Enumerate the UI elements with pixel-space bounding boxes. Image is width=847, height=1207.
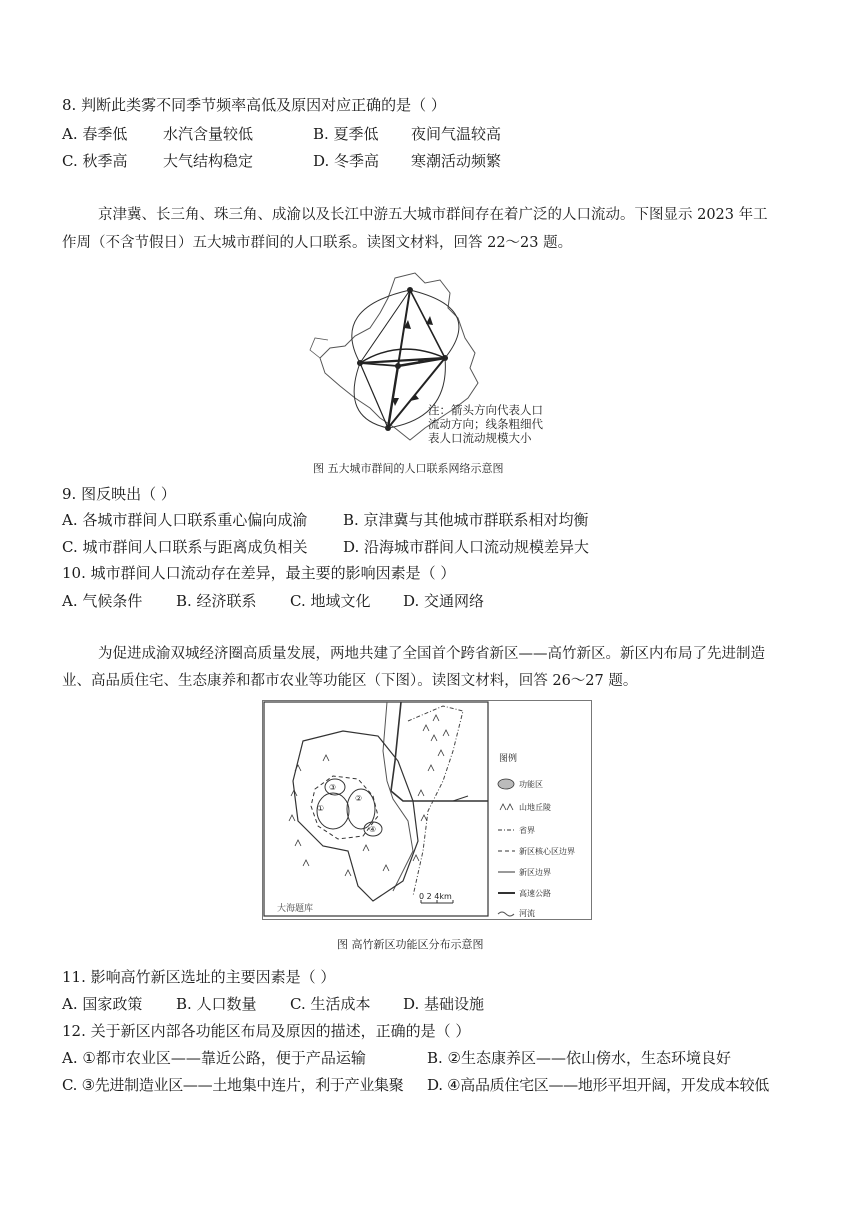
q8-option-d-reason: 寒潮活动频繁: [411, 152, 502, 170]
q11-option-d: D. 基础设施: [403, 995, 485, 1013]
q9-option-c: C. 城市群间人口联系与距离成负相关: [62, 538, 308, 556]
q11-option-c: C. 生活成本: [290, 995, 371, 1013]
legend-river: 河流: [519, 909, 535, 918]
q10-stem: 10. 城市群间人口流动存在差异，最主要的影响因素是（ ）: [62, 564, 456, 582]
q9-stem: 9. 图反映出（ ）: [62, 485, 176, 503]
q8-option-c-reason: 大气结构稳定: [163, 152, 254, 170]
q12-stem: 12. 关于新区内部各功能区布局及原因的描述，正确的是（ ）: [62, 1022, 471, 1040]
q12-option-a: A. ①都市农业区——靠近公路，便于产品运输: [62, 1049, 366, 1067]
gaozhu-map: [263, 701, 591, 919]
q8-option-b-reason: 夜间气温较高: [411, 125, 502, 143]
scale-label: 0 2 4km: [419, 892, 452, 901]
legend-province-border: 省界: [519, 826, 535, 835]
figure2-caption: 图 高竹新区功能区分布示意图: [337, 938, 484, 951]
q12-option-c: C. ③先进制造业区——土地集中连片，利于产业集聚: [62, 1076, 404, 1094]
figure1-note-line3: 表人口流动规模大小: [428, 431, 532, 445]
figure1-note-line2: 流动方向；线条粗细代: [428, 417, 543, 431]
q9-option-a: A. 各城市群间人口联系重心偏向成渝: [62, 511, 308, 529]
q12-option-b: B. ②生态康养区——依山傍水，生态环境良好: [427, 1049, 732, 1067]
zone-1-marker: ①: [317, 804, 325, 813]
gaozhu-map-figure: [262, 700, 592, 920]
q11-stem: 11. 影响高竹新区选址的主要因素是（ ）: [62, 968, 336, 986]
q10-option-a: A. 气候条件: [62, 592, 143, 610]
q10-option-d: D. 交通网络: [403, 592, 485, 610]
q9-option-d: D. 沿海城市群间人口流动规模差异大: [343, 538, 590, 556]
q8-option-c-label: C. 秋季高: [62, 152, 128, 170]
figure1-note-line1: 注：箭头方向代表人口: [428, 403, 543, 417]
q9-option-b: B. 京津冀与其他城市群联系相对均衡: [343, 511, 589, 529]
q10-option-c: C. 地域文化: [290, 592, 371, 610]
legend-hills: 山地丘陵: [519, 803, 551, 812]
legend-core-boundary: 新区核心区边界: [519, 847, 575, 856]
q11-option-a: A. 国家政策: [62, 995, 143, 1013]
passage1-line1: 京津冀、长三角、珠三角、成渝以及长江中游五大城市群间存在着广泛的人口流动。下图显示 2023 年工: [98, 207, 768, 223]
zone-3-marker: ③: [329, 783, 337, 792]
zone-2-marker: ②: [355, 794, 363, 803]
passage2-line2: 业、高品质住宅、生态康养和都市农业等功能区（下图）。读图文材料，回答 26～27 题。: [62, 673, 638, 689]
q8-option-b-label: B. 夏季低: [313, 125, 379, 143]
q8-option-a-label: A. 春季低: [62, 125, 128, 143]
legend-highway: 高速公路: [519, 889, 551, 898]
watermark-text: 大海题库: [277, 904, 314, 914]
q8-option-a-reason: 水汽含量较低: [163, 125, 254, 143]
figure1-caption: 图 五大城市群间的人口联系网络示意图: [313, 462, 504, 475]
legend-title: 图例: [499, 754, 518, 764]
passage1-line2: 作周（不含节假日）五大城市群间的人口联系。读图文材料，回答 22～23 题。: [62, 235, 573, 251]
q11-option-b: B. 人口数量: [176, 995, 257, 1013]
legend-new-area-boundary: 新区边界: [519, 868, 551, 877]
passage2-line1: 为促进成渝双城经济圈高质量发展，两地共建了全国首个跨省新区——高竹新区。新区内布局了先进制造: [98, 646, 765, 662]
zone-4-marker: ④: [369, 825, 377, 834]
q10-option-b: B. 经济联系: [176, 592, 257, 610]
q12-option-d: D. ④高品质住宅区——地形平坦开阔，开发成本较低: [427, 1076, 769, 1094]
q8-stem: 8. 判断此类雾不同季节频率高低及原因对应正确的是（ ）: [62, 96, 446, 114]
legend-zone: 功能区: [519, 780, 543, 789]
q8-option-d-label: D. 冬季高: [313, 152, 380, 170]
